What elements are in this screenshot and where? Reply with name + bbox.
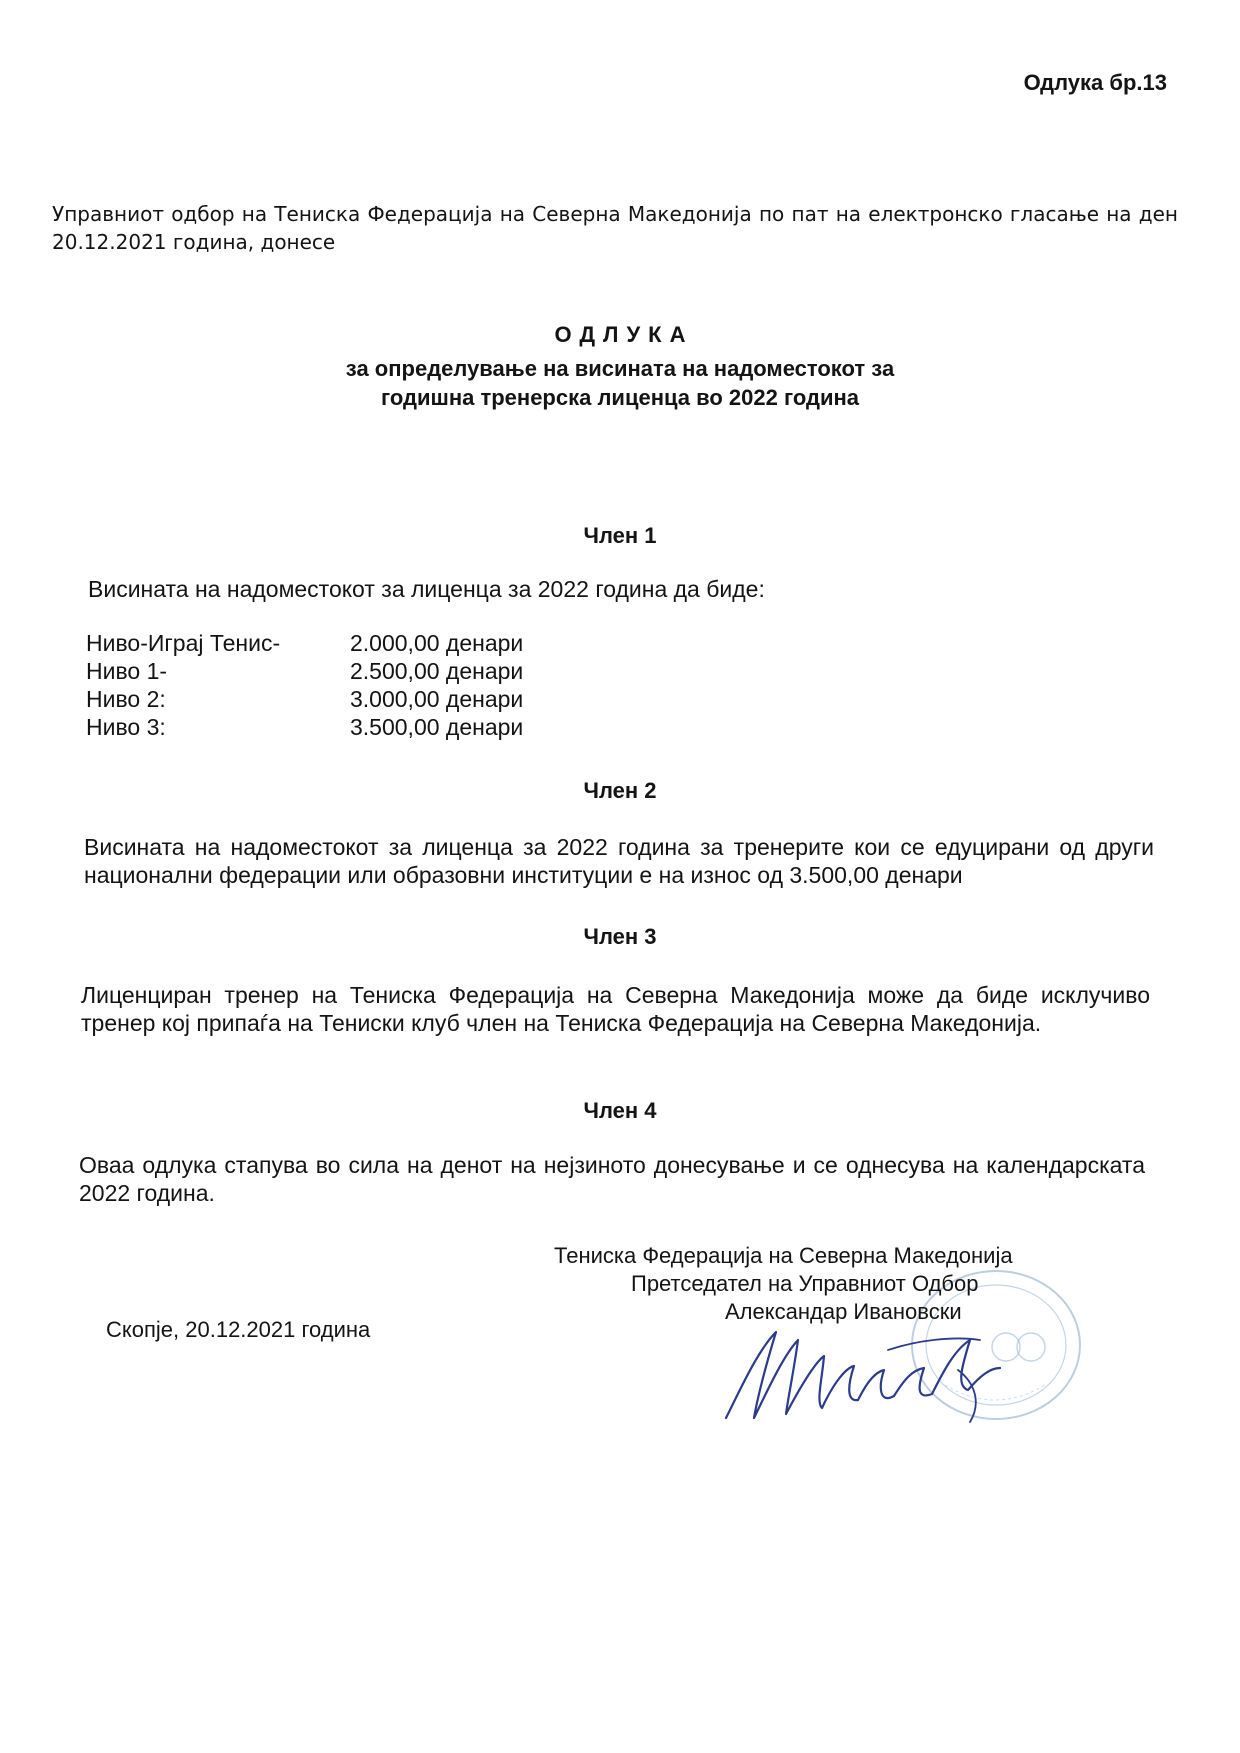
decision-subtitle: [0, 354, 1240, 412]
fee-level: Ниво-Играј Тенис-: [86, 630, 281, 656]
article-1-heading: Член 1: [583, 523, 657, 548]
fee-amount: 2.000,00 денари: [350, 630, 524, 656]
fee-level: Ниво 1-: [86, 658, 168, 684]
intro-paragraph: Управниот одбор на Тениска Федерација на Северна Македонија по пат на електронско гласање на ден 20.12.2021 година, донесе: [52, 202, 1178, 254]
signature-name: Александар Ивановски: [725, 1299, 962, 1324]
place-date: Скопје, 20.12.2021 година: [106, 1317, 371, 1342]
fee-amount: 3.000,00 денари: [350, 686, 524, 712]
article-3-text: Лиценциран тренер на Тениска Федерација на Северна Македонија може да биде исклучиво тренер кој припаѓа на Тениски клуб член на Тениска Федерација на Северна Македонија.: [81, 982, 1150, 1036]
fee-level: Ниво 3:: [86, 714, 166, 740]
fee-table: [86, 629, 523, 741]
decision-subtitle-line-2: годишна тренерска лиценца во 2022 година: [380, 385, 860, 410]
article-2-text: Висината на надоместокот за лиценца за 2022 година за тренерите кои се едуцирани од други национални федерации или образовни институции е на износ од 3.500,00 денари: [84, 834, 1154, 888]
decision-subtitle-line-1: за определување на висината на надоместокот за: [345, 356, 895, 381]
fee-amount: 3.500,00 денари: [350, 714, 524, 740]
signature-organization: Тениска Федерација на Северна Македонија: [554, 1243, 1013, 1268]
fee-amount: 2.500,00 денари: [350, 658, 524, 684]
handwritten-signature: [718, 1310, 1008, 1430]
document-number: Одлука бр.13: [1023, 70, 1167, 95]
article-2-heading: Член 2: [583, 778, 657, 803]
fee-row: [86, 713, 523, 741]
fee-level: Ниво 2:: [86, 686, 166, 712]
article-1-text: Висината на надоместокот за лиценца за 2022 година да биде:: [88, 576, 765, 602]
article-4-heading: Член 4: [583, 1098, 657, 1123]
article-4-text: Оваа одлука стапува во сила на денот на нејзиното донесување и се однесува на календарската 2022 година.: [79, 1152, 1145, 1206]
fee-row: [86, 629, 523, 657]
signature-position: Претседател на Управниот Одбор: [631, 1271, 979, 1296]
article-3-heading: Член 3: [583, 924, 657, 949]
fee-row: [86, 685, 523, 713]
decision-title: ОДЛУКА: [554, 322, 694, 347]
fee-row: [86, 657, 523, 685]
